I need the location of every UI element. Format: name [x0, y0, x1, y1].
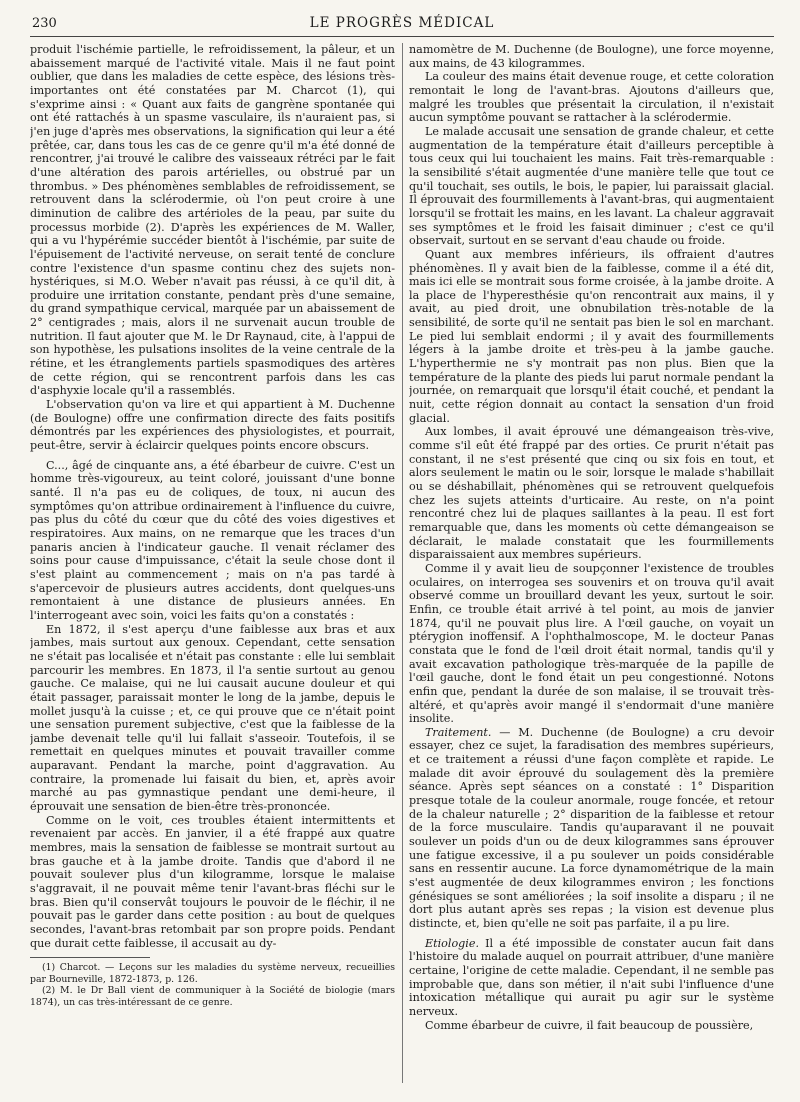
right-column: [409, 43, 774, 1093]
etiology-text: Il a été impossible de constater aucun fait dans l'histoire du malade auquel on pourrait attribuer, d'une manière certaine, l'origine de cette maladie. Cependant, il ne semble pas improbable que, dans son métier, il n'ait subi l'influence d'une intoxication métallique qui aurait pu agir sur le système nerveux.: [409, 936, 774, 1018]
paragraph: L'observation qu'on va lire et qui appartient à M. Duchenne (de Boulogne) offre une confirmation directe des faits positifs démontrés par les expériences des physiologistes, et pourrait, peut-être, servir à éclaircir quelques points encore obscurs.: [30, 398, 395, 453]
paragraph: En 1872, il s'est aperçu d'une faiblesse aux bras et aux jambes, mais surtout aux genoux. Cependant, cette sensation ne s'était pas localisée et n'était pas constante : elle lui semblait parcourir les membres. En 1873, il l'a sentie surtout au genou gauche. Ce malaise, qui ne lui causait aucune douleur et qui était passager, paraissait monter le long de la jambe, depuis le mollet jusqu'à la cuisse ; et, ce qui prouve que ce n'était point une sensation purement subjective, c'est que la faiblesse de la jambe devenait telle qu'il lui fallait s'asseoir. Toutefois, il se remettait en quelques minutes et pouvait travailler comme auparavant. Pendant la marche, point d'aggravation. Au contraire, la promenade lui faisait du bien, et, après avoir marché au pas gymnastique pendant une demi-heure, il éprouvait une sensation de bien-être très-prononcée.: [30, 622, 395, 814]
paragraph: Aux lombes, il avait éprouvé une démangeaison très-vive, comme s'il eût été frappé par des orties. Ce prurit n'était pas constant, il ne s'est présenté que cinq ou six fois en tout, et alors seulement le matin ou le soir, lorsque le malade s'habillait ou se déshabillait, phénomènes qui se retrouvent quelquefois chez les sujets atteints d'urticaire. Au reste, on n'a point rencontré chez lui de plaques saillantes à la peau. Il est fort remarquable que, dans les moments où cette démangeaison se déclarait, le malade constatait que les fourmillements disparaissaient aux membres supérieurs.: [409, 425, 774, 562]
treatment-heading: Traitement.: [425, 725, 492, 739]
case-paragraph: C..., âgé de cinquante ans, a été ébarbeur de cuivre. C'est un homme très-vigoureux, au teint coloré, jouissant d'une bonne santé. Il n'a pas eu de coliques, de toux, ni aucun des symptômes qu'on attribue ordinairement à l'influence du cuivre, pas plus du côté du cœur que du côté des voies digestives et respiratoires. Aux mains, on ne remarque que les traces d'un panaris ancien à l'indicateur gauche. Il venait réclamer des soins pour cause d'impuissance, c'était la seule chose dont il s'est plaint au commencement ; mais on n'a pas tardé à s'apercevoir de plusieurs autres accidents, dont quelques-uns remontaient à une distance de plusieurs années. En l'interrogeant avec soin, voici les faits qu'on a constatés :: [30, 458, 395, 622]
treatment-paragraph: [409, 726, 774, 931]
journal-title: LE PROGRÈS MÉDICAL: [309, 15, 495, 31]
paragraph: Comme on le voit, ces troubles étaient intermittents et revenaient par accès. En janvier, il a été frappé aux quatre membres, mais la sensation de faiblesse se montrait surtout au bras gauche et à la jambe droite. Tandis que d'abord il ne pouvait soulever plus d'un kilogramme, lorsque le malaise s'aggravait, il ne pouvait même tenir l'avant-bras fléchi sur le bras. Bien qu'il conservât toujours le pouvoir de le fléchir, il ne pouvait pas le garder dans cette position : au bout de quelques secondes, l'avant-bras retombait par son propre poids. Pendant que durait cette faiblesse, il accusait au dy-: [30, 813, 395, 950]
footnote-divider: [30, 957, 150, 958]
paragraph: Quant aux membres inférieurs, ils offraient d'autres phénomènes. Il y avait bien de la faiblesse, comme il a été dit, mais ici elle se montrait sous forme croisée, à la jambe droite. A la place de l'hyperesthésie qu'on rencontrait aux mains, il y avait, au pied droit, une obnubilation très-notable de la sensibilité, de sorte qu'il ne sentait pas bien le sol en marchant. Le pied lui semblait endormi ; il y avait des fourmillements légers à la jambe droite et très-peu à la jambe gauche. L'hyperthermie ne s'y montrait pas non plus. Bien que la température de la plante des pieds lui parut normale pendant la journée, on remarquait que lorsqu'il était couché, et pendant la nuit, cette région donnait au contact la sensation d'un froid glacial.: [409, 247, 774, 425]
footnote: (2) M. le Dr Ball vient de communiquer à la Société de biologie (mars 1874), un cas très-intéressant de ce genre.: [30, 985, 395, 1008]
paragraph: produit l'ischémie partielle, le refroidissement, la pâleur, et un abaissement marqué de l'activité vitale. Mais il ne faut point oublier, que dans les maladies de cette espèce, des lésions très-importantes ont été constatées par M. Charcot (1), qui s'exprime ainsi : « Quant aux faits de gangrène spontanée qui ont été rattachés à un spasme vasculaire, ils n'auraient pas, si j'en juge d'après mes observations, la signification qui leur a été prêtée, car, dans tous les cas de ce genre qu'il m'a été donné de rencontrer, j'ai trouvé le calibre des vaisseaux rétréci par le fait d'une altération des parois artérielles, ou obstrué par un thrombus. » Des phénomènes semblables de refroidissement, se retrouvent dans la sclérodermie, où l'on peut croire à une diminution de calibre des artérioles de la peau, par suite du processus morbide (2). D'après les expériences de M. Waller, qui a vu l'hypérémie succéder bientôt à l'ischémie, par suite de l'épuisement de l'activité nerveuse, on serait tenté de conclure contre l'existence d'un spasme continu chez des sujets non-hystériques, si M.O. Weber n'avait pas réussi, à ce qu'il dit, à produire une irritation constante, pendant près d'une semaine, du grand sympathique cervical, marquée par un abaissement de 2° centigrades ; mais, alors il ne survenait aucun trouble de nutrition. Il faut ajouter que M. le Dr Raynaud, cite, à l'appui de son hypothèse, les pulsations insolites de la veine centrale de la rétine, et les étranglements partiels spasmodiques des artères de cette région, qui se rencontrent parfois dans les cas d'asphyxie locale qu'il a rassemblés.: [30, 43, 395, 398]
paragraph: La couleur des mains était devenue rouge, et cette coloration remontait le long de l'avant-bras. Ajoutons d'ailleurs que, malgré les troubles que présentait la circulation, il n'existait aucun symptôme pouvant se rattacher à la sclérodermie.: [409, 70, 774, 125]
column-divider: [402, 43, 403, 1083]
page-number: 230: [32, 16, 57, 31]
footnote: (1) Charcot. — Leçons sur les maladies du système nerveux, recueillies par Bourneville, 1872-1873, p. 126.: [30, 962, 395, 985]
paragraph: Le malade accusait une sensation de grande chaleur, et cette augmentation de la température était d'ailleurs perceptible à tous ceux qui lui touchaient les mains. Fait très-remarquable : la sensibilité s'était augmentée d'une manière telle que tout ce qu'il touchait, ses outils, le bois, le papier, lui paraissait glacial. Il éprouvait des fourmillements à l'avant-bras, qui augmentaient lorsqu'il se frottait les mains, en les lavant. La chaleur aggravait ses symptômes et le froid les faisait diminuer ; c'est ce qu'il observait, surtout en se servant d'eau chaude ou froide.: [409, 124, 774, 248]
left-column: [30, 43, 395, 1093]
page-header: [30, 12, 774, 37]
treatment-text: — M. Duchenne (de Boulogne) a cru devoir essayer, chez ce sujet, la faradisation des membres supérieurs, et ce traitement a réussi d'une façon complète et rapide. Le malade dit avoir éprouvé du soulagement dès la première séance. Après sept séances on a constaté : 1° Disparition presque totale de la couleur anormale, rouge foncée, et retour de la chaleur naturelle ; 2° disparition de la faiblesse et retour de la force musculaire. Tandis qu'auparavant il ne pouvait soulever un poids d'un ou de deux kilogrammes sans éprouver une fatigue excessive, il a pu soulever un poids considérable sans en ressentir aucune. La force dynamométrique de la main s'est augmentée de deux kilogrammes environ ; les fonctions génésiques se sont améliorées ; la soif insolite a disparu ; il ne dort plus autant après ses repas ; la vision est devenue plus distincte, et, bien qu'elle ne soit pas parfaite, il a pu lire.: [409, 725, 774, 930]
etiology-heading: Etiologie.: [425, 936, 479, 950]
etiology-paragraph: [409, 937, 774, 1019]
paragraph: Comme ébarbeur de cuivre, il fait beaucoup de poussière,: [425, 1018, 754, 1032]
text-columns: [30, 43, 774, 1093]
paragraph: Comme il y avait lieu de soupçonner l'existence de troubles oculaires, on interrogea ses souvenirs et on trouva qu'il avait observé comme un brouillard devant les yeux, surtout le soir. Enfin, ce trouble était arrivé à tel point, au mois de janvier 1874, qu'il ne pouvait plus lire. A l'œil gauche, on voyait un ptérygion inoffensif. A l'ophthalmoscope, M. le docteur Panas constata que le fond de l'œil droit était normal, tandis qu'il y avait excavation pathologique très-marquée de la papille de l'œil gauche, dont le fond était un peu congestionné. Notons enfin que, pendant la durée de son malaise, il se trouvait très-altéré, et qu'après avoir mangé il s'endormait d'une manière insolite.: [409, 561, 774, 726]
paragraph: namomètre de M. Duchenne (de Boulogne), une force moyenne, aux mains, de 43 kilogrammes.: [409, 43, 774, 70]
